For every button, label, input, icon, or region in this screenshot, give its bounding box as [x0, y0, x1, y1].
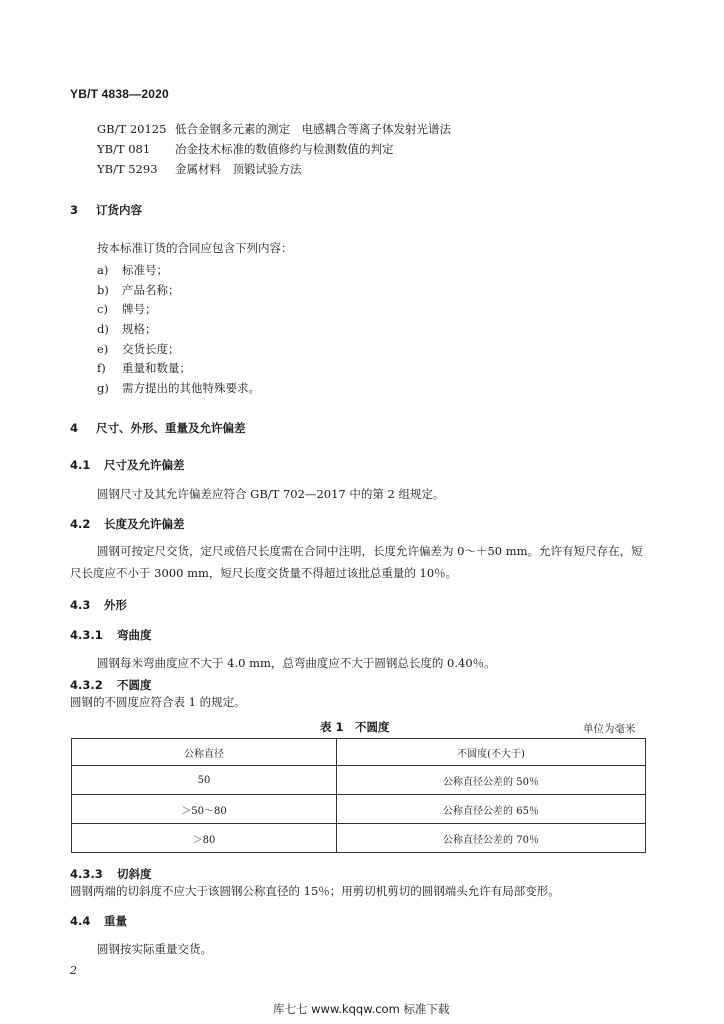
download-footer: 库七七 www.kqqw.com 标准下载: [273, 1002, 450, 1016]
section-title: 订货内容: [96, 203, 142, 217]
list-label: e): [97, 342, 109, 356]
section-number: 4.3.2: [70, 678, 103, 692]
subsection-4-3-2-heading: [70, 677, 152, 693]
table-cell: ＞80: [72, 824, 337, 853]
list-text: 需方提出的其他特殊要求。: [122, 381, 260, 395]
section-number: 4.1: [70, 458, 91, 472]
list-item: [97, 341, 180, 357]
reference-item: [97, 141, 394, 157]
section-3-heading: [70, 202, 142, 218]
reference-code: YB/T 5293: [97, 162, 158, 176]
table-caption: 表 1 不圆度: [320, 720, 390, 734]
section-title: 尺寸及允许偏差: [104, 458, 185, 472]
section-number: 4.4: [70, 914, 91, 928]
list-item: [97, 321, 157, 337]
table-row: [72, 824, 646, 853]
list-item: [97, 262, 168, 278]
reference-title: 低合金钢多元素的测定 电感耦合等离子体发射光谱法: [175, 122, 451, 136]
subsection-4-3-1-heading: [70, 627, 152, 643]
list-text: 重量和数量；: [122, 361, 191, 375]
column-header: 公称直径: [72, 739, 337, 766]
section-title: 尺寸、外形、重量及允许偏差: [96, 421, 246, 435]
list-text: 规格；: [122, 322, 157, 336]
section-title: 不圆度: [117, 678, 152, 692]
list-text: 交货长度；: [122, 342, 180, 356]
section-title: 弯曲度: [117, 628, 152, 642]
list-label: a): [97, 263, 109, 277]
table-cell: 公称直径公差的 65％: [337, 795, 646, 824]
table-unit-note: 单位为毫米: [583, 723, 636, 735]
list-item: [97, 380, 260, 396]
table-cell: 50: [72, 766, 337, 795]
paragraph-4-3-1: 圆钢每米弯曲度应不大于 4.0 mm，总弯曲度应不大于圆钢总长度的 0.40％。: [97, 656, 496, 670]
page-number: 2: [70, 964, 77, 977]
list-text: 标准号；: [122, 263, 168, 277]
section-title: 切斜度: [117, 867, 152, 881]
section-3-intro: 按本标准订货的合同应包含下列内容：: [97, 241, 293, 255]
reference-title: 金属材料 顶锻试验方法: [175, 162, 302, 176]
section-title: 长度及允许偏差: [104, 517, 185, 531]
subsection-4-2-heading: [70, 516, 185, 532]
subsection-4-1-heading: [70, 457, 185, 473]
paragraph-4-4: 圆钢按实际重量交货。: [97, 942, 212, 956]
list-label: c): [97, 302, 108, 316]
table-row: [72, 795, 646, 824]
paragraph-4-3-3: 圆钢两端的切斜度不应大于该圆钢公称直径的 15％；用剪切机剪切的圆钢端头允许有局部变形。: [70, 884, 560, 898]
section-number: 4.3.3: [70, 867, 103, 881]
table-cell: 公称直径公差的 50％: [337, 766, 646, 795]
list-text: 产品名称；: [122, 283, 180, 297]
list-text: 牌号；: [122, 302, 157, 316]
section-number: 3: [70, 203, 79, 217]
document-header-standard-number: YB/T 4838—2020: [70, 87, 169, 101]
table-cell: 公称直径公差的 70％: [337, 824, 646, 853]
reference-title: 冶金技术标准的数值修约与检测数值的判定: [175, 142, 394, 156]
out-of-roundness-table: [71, 738, 646, 853]
list-item: [97, 360, 191, 376]
list-label: g): [97, 381, 109, 395]
section-number: 4.3: [70, 598, 91, 612]
section-title: 外形: [104, 598, 127, 612]
table-cell: ＞50～80: [72, 795, 337, 824]
subsection-4-3-3-heading: [70, 866, 152, 882]
table-header-row: [72, 739, 646, 766]
list-label: d): [97, 322, 109, 336]
subsection-4-3-heading: [70, 597, 127, 613]
list-item: [97, 301, 157, 317]
column-header: 不圆度(不大于): [337, 739, 646, 766]
reference-item: [97, 161, 302, 177]
reference-code: GB/T 20125: [97, 122, 167, 136]
list-label: f): [97, 361, 106, 375]
paragraph-4-2: 圆钢可按定尺交货，定尺或倍尺长度需在合同中注明，长度允许偏差为 0～＋50 mm。允许有短尺存在，短尺长度应不小于 3000 mm，短尺长度交货量不得超过该批总重量的 10％。: [70, 544, 643, 580]
list-label: b): [97, 283, 109, 297]
reference-item: [97, 121, 451, 137]
subsection-4-4-heading: [70, 913, 127, 929]
paragraph-4-3-2: 圆钢的不圆度应符合表 1 的规定。: [70, 695, 246, 709]
reference-code: YB/T 081: [97, 142, 151, 156]
paragraph-4-1: 圆钢尺寸及其允许偏差应符合 GB/T 702—2017 中的第 2 组规定。: [97, 487, 445, 501]
section-4-heading: [70, 420, 246, 436]
section-number: 4.3.1: [70, 628, 103, 642]
table-row: [72, 766, 646, 795]
section-title: 重量: [104, 914, 127, 928]
section-number: 4: [70, 421, 79, 435]
section-number: 4.2: [70, 517, 91, 531]
list-item: [97, 282, 180, 298]
